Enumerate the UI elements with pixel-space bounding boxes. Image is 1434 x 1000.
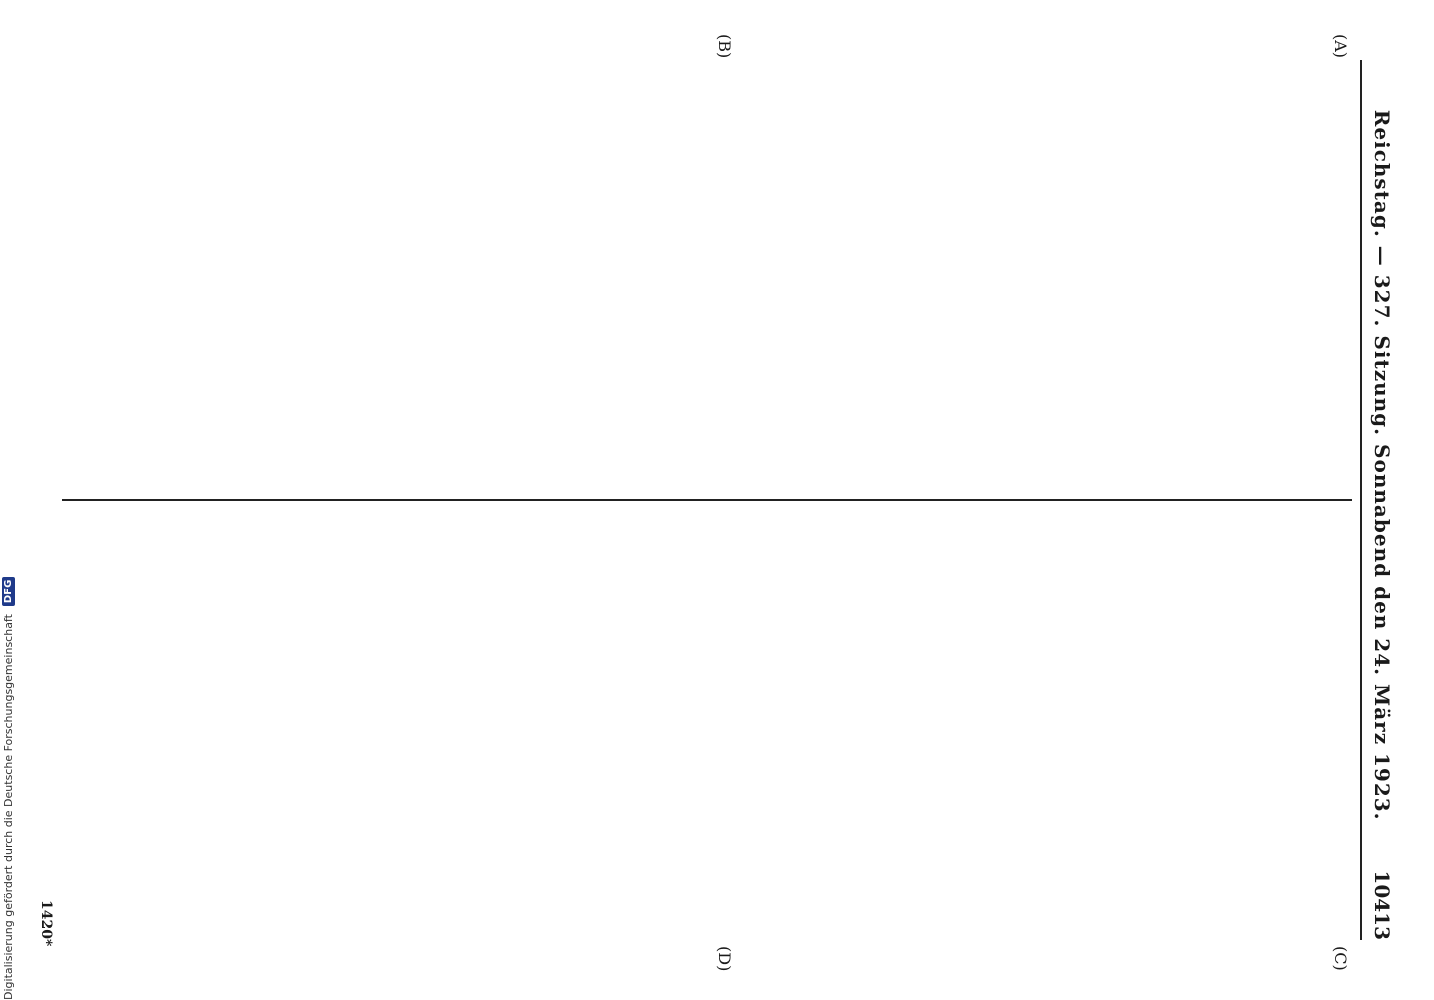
header-rule — [1360, 60, 1362, 940]
digitization-note-text: Digitalisierung gefördert durch die Deutsche Forschungsgemeinschaft — [2, 614, 15, 1000]
page-title: Reichstag. — 327. Sitzung. Sonnabend den 24. März 1923. — [1370, 109, 1394, 821]
left-column — [62, 60, 1352, 480]
margin-mark-a: (A) — [1331, 34, 1350, 59]
margin-mark-d: (D) — [715, 946, 734, 972]
column-divider — [62, 499, 1352, 501]
page-number-top: 10413 — [1370, 870, 1394, 940]
right-column — [62, 520, 1352, 940]
footer-page-number: 1420* — [38, 900, 54, 947]
digitization-note — [2, 40, 15, 1000]
margin-mark-c: (C) — [1331, 946, 1350, 971]
page-header — [1366, 60, 1394, 940]
dfg-logo-icon: DFG — [2, 577, 15, 606]
margin-mark-b: (B) — [715, 34, 734, 59]
